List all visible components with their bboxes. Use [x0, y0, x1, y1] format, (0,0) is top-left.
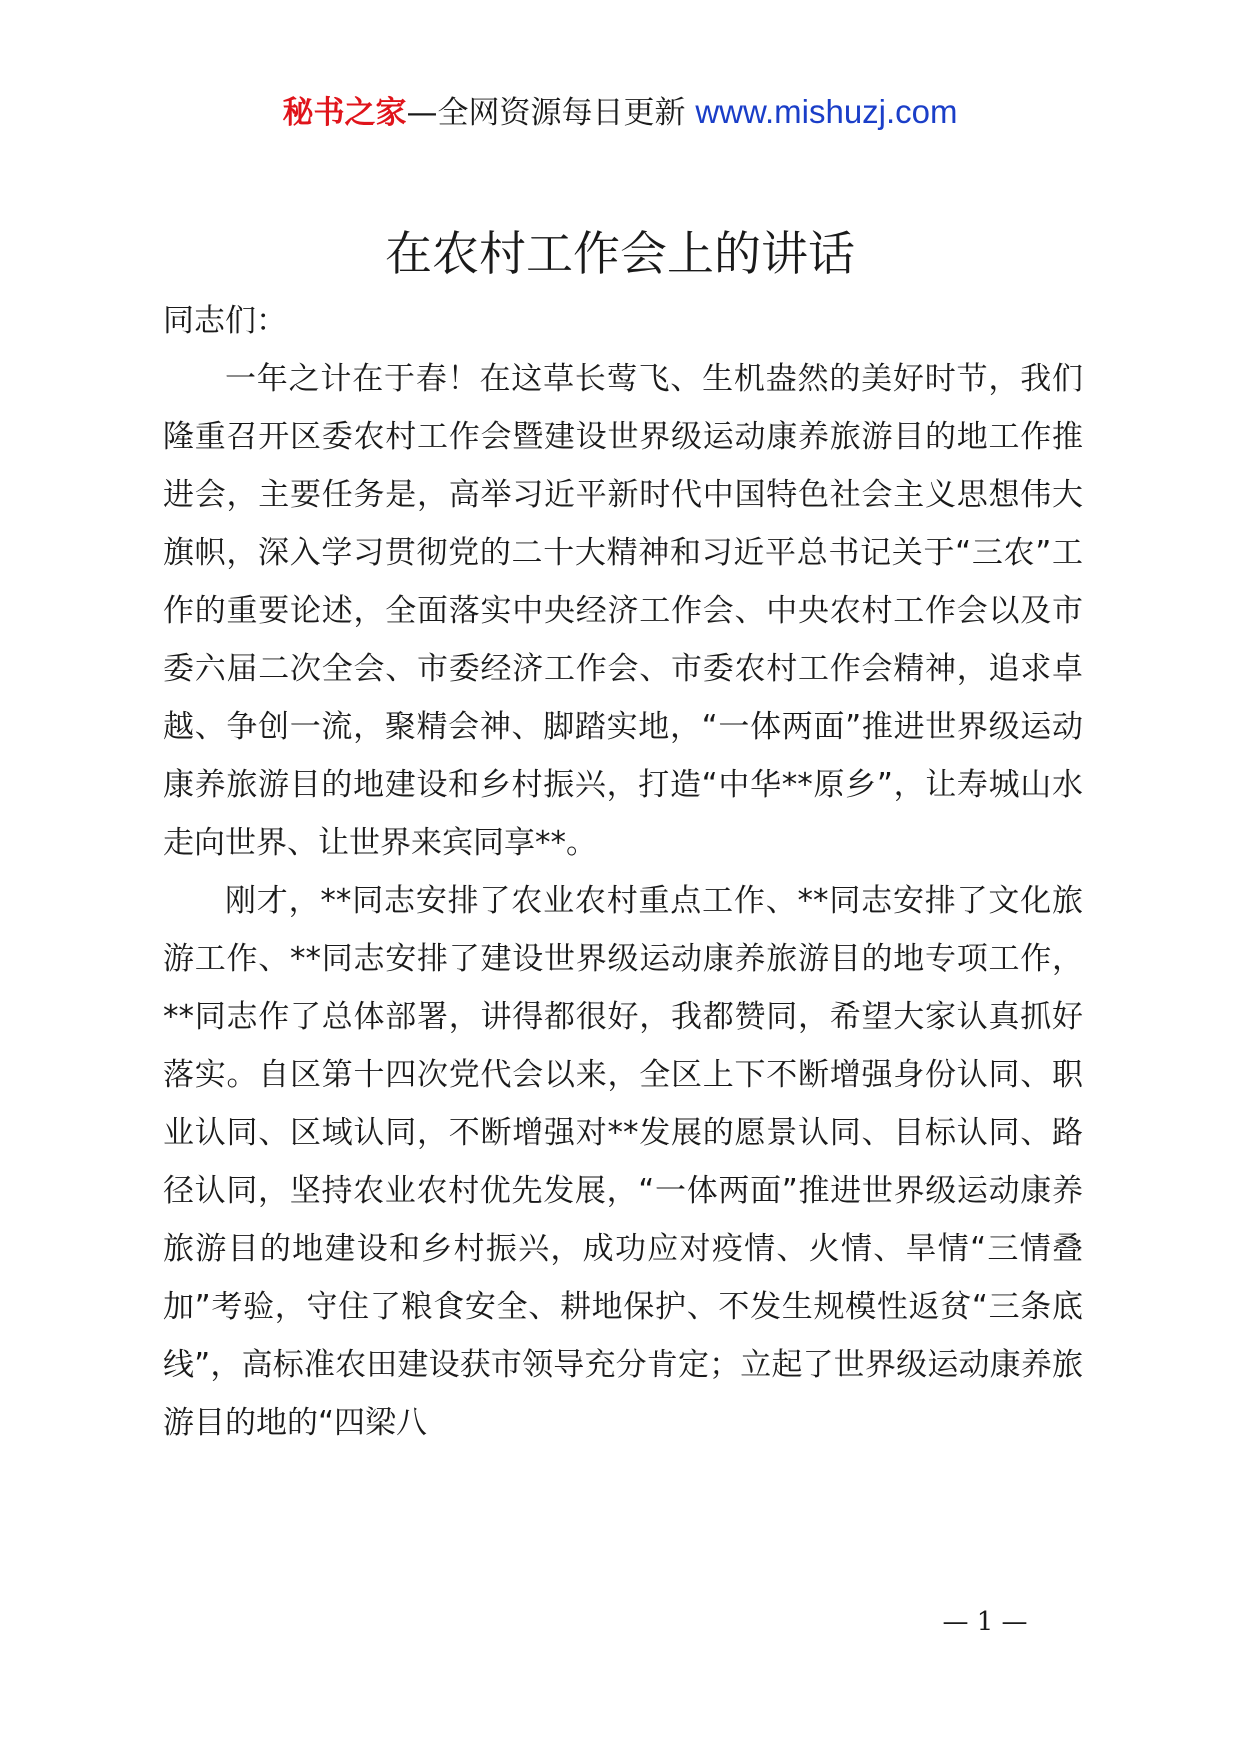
document-title: 在农村工作会上的讲话 [385, 227, 855, 282]
document-body [163, 292, 1083, 1452]
site-tagline: —全网资源每日更新 [406, 95, 686, 131]
body-paragraph: 刚才，**同志安排了农业农村重点工作、**同志安排了文化旅游工作、**同志安排了建设世界级运动康养旅游目的地专项工作，**同志作了总体部署，讲得都很好，我都赞同，希望大家认真抓好落实。自区第十四次党代会以来，全区上下不断增强身份认同、职业认同、区域认同，不断增强对**发展的愿景认同、目标认同、路径认同，坚持农业农村优先发展，“一体两面”推进世界级运动康养旅游目的地建设和乡村振兴，成功应对疫情、火情、旱情“三情叠加”考验，守住了粮食安全、耕地保护、不发生规模性返贫“三条底线”，高标准农田建设获市领导充分肯定；立起了世界级运动康养旅游目的地的“四梁八 [163, 883, 1083, 1441]
site-brand: 秘书之家 [282, 95, 407, 131]
salutation: 同志们： [163, 303, 287, 339]
site-url-link[interactable]: www.mishuzj.com [695, 93, 958, 130]
site-banner [0, 92, 1240, 133]
body-paragraph: 一年之计在于春！在这草长莺飞、生机盎然的美好时节，我们隆重召开区委农村工作会暨建设世界级运动康养旅游目的地工作推进会，主要任务是，高举习近平新时代中国特色社会主义思想伟大旗帜，深入学习贯彻党的二十大精神和习近平总书记关于“三农”工作的重要论述，全面落实中央经济工作会、中央农村工作会以及市委六届二次全会、市委经济工作会、市委农村工作会精神，追求卓越、争创一流，聚精会神、脚踏实地，“一体两面”推进世界级运动康养旅游目的地建设和乡村振兴，打造“中华**原乡”，让寿城山水走向世界、让世界来宾同享**。 [163, 361, 1083, 861]
page-number: — 1 — [942, 1607, 1028, 1637]
